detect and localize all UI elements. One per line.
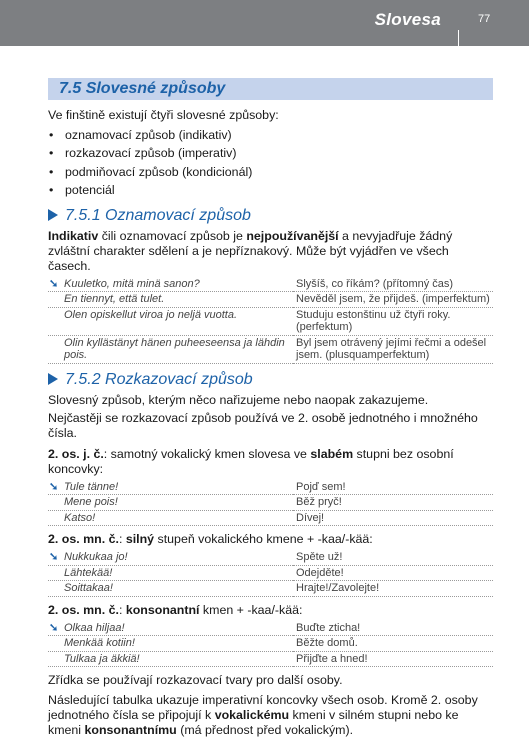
imperative-paragraph-1: Slovesný způsob, kterým něco nařizujeme nebo naopak zakazujeme. — [48, 392, 429, 407]
table-row — [48, 495, 493, 511]
chapter-title: Slovesa — [374, 10, 441, 29]
indicative-examples-table — [48, 277, 493, 364]
indicative-paragraph: Indikativ čili oznamovací způsob je nejpoužívanější a nevyjadřuje žádný zvláštní charakter sdělení a je nepříznakový. Může být vyjádřen ve všech časech. — [48, 228, 453, 273]
table-row — [48, 480, 493, 495]
czech-translation: Nevěděl jsem, že přijdeš. (imperfektum) — [293, 292, 493, 308]
table-row — [48, 510, 493, 526]
page-header — [0, 0, 529, 46]
finnish-example: Menkää kotiin! — [48, 636, 293, 652]
imperative-2pl-consonantal-table — [48, 621, 493, 668]
finnish-example: Lähtekää! — [48, 565, 293, 581]
imperative-paragraph-2: Nejčastěji se rozkazovací způsob používá ve 2. osobě jednotného i množného čísla. — [48, 410, 478, 440]
czech-translation: Běž pryč! — [293, 495, 493, 511]
arrow-down-right-icon: ➘ — [49, 551, 59, 564]
finnish-example: ➘ Tule tänne! — [48, 480, 293, 495]
table-row — [48, 292, 493, 308]
finnish-example: Soittakaa! — [48, 581, 293, 597]
section-title: 7.5 Slovesné způsoby — [59, 80, 226, 97]
intro-paragraph: Ve finštině existují čtyři slovesné způsoby: — [48, 108, 279, 122]
finnish-example: ➘ Nukkukaa jo! — [48, 550, 293, 565]
page-number: 77 — [478, 13, 491, 25]
czech-translation: Hrajte!/Zavolejte! — [293, 581, 493, 597]
finnish-example: Katso! — [48, 510, 293, 526]
arrow-down-right-icon: ➘ — [49, 621, 59, 634]
rule-2pl-vocalic: 2. os. mn. č.: silný stupeň vokalického kmene + -kaa/-kää: — [48, 532, 373, 547]
czech-translation: Běžte domů. — [293, 636, 493, 652]
imperative-paragraph-4: Následující tabulka ukazuje imperativní koncovky všech osob. Kromě 2. osoby jednotného čísla se připojují k vokalickému kmeni v silném stupni nebo ke kmeni konsonantnímu (má přednost před vokalickým). — [48, 693, 478, 738]
list-item: • potenciál — [48, 181, 493, 199]
table-row — [48, 636, 493, 652]
czech-translation: Byl jsem otrávený jejími řečmi a odešel jsem. (plusquamperfektum) — [293, 335, 493, 363]
list-item: • oznamovací způsob (indikativ) — [48, 126, 493, 144]
czech-translation: Studuju estonštinu už čtyři roky. (perfektum) — [293, 307, 493, 335]
finnish-example: ➘ Olkaa hiljaa! — [48, 621, 293, 636]
finnish-example: En tiennyt, että tulet. — [48, 292, 293, 308]
subsection-heading-indicative: 7.5.1 Oznamovací způsob — [48, 206, 493, 226]
czech-translation: Slyšíš, co říkám? (přítomný čas) — [293, 277, 493, 292]
czech-translation: Odejděte! — [293, 565, 493, 581]
table-row — [48, 651, 493, 667]
triangle-right-icon — [48, 209, 58, 221]
finnish-example: Olen opiskellut viroa jo neljä vuotta. — [48, 307, 293, 335]
section-heading-bar — [48, 78, 493, 100]
triangle-right-icon — [48, 373, 58, 385]
imperative-paragraph-3: Zřídka se používají rozkazovací tvary pro další osoby. — [48, 673, 343, 688]
table-row — [48, 621, 493, 636]
table-row — [48, 550, 493, 565]
rule-2sg: 2. os. j. č.: samotný vokalický kmen slovesa ve slabém stupni bez osobní koncovky: — [48, 446, 454, 476]
table-row — [48, 277, 493, 292]
arrow-down-right-icon: ➘ — [49, 277, 59, 290]
finnish-example: Olin kyllästänyt hänen puheeseensa ja lähdin pois. — [48, 335, 293, 363]
czech-translation: Přijďte a hned! — [293, 651, 493, 667]
list-item: • rozkazovací způsob (imperativ) — [48, 144, 493, 162]
rule-2pl-consonantal: 2. os. mn. č.: konsonantní kmen + -kaa/-kää: — [48, 602, 303, 617]
moods-list — [48, 126, 493, 200]
table-row — [48, 307, 493, 335]
bullet-icon: • — [49, 146, 54, 161]
czech-translation: Pojď sem! — [293, 480, 493, 495]
imperative-2pl-vocalic-table — [48, 550, 493, 597]
finnish-example: ➘ Kuuletko, mitä minä sanon? — [48, 277, 293, 292]
header-separator — [458, 30, 459, 46]
table-row — [48, 335, 493, 363]
imperative-2sg-table — [48, 480, 493, 527]
subsection-heading-imperative: 7.5.2 Rozkazovací způsob — [48, 370, 493, 390]
bullet-icon: • — [49, 183, 54, 198]
bullet-icon: • — [49, 164, 54, 179]
page-content — [48, 78, 493, 741]
table-row — [48, 565, 493, 581]
arrow-down-right-icon: ➘ — [49, 480, 59, 493]
czech-translation: Spěte už! — [293, 550, 493, 565]
list-item: • podmiňovací způsob (kondicionál) — [48, 163, 493, 181]
bullet-icon: • — [49, 128, 54, 142]
czech-translation: Buďte zticha! — [293, 621, 493, 636]
table-row — [48, 581, 493, 597]
finnish-example: Mene pois! — [48, 495, 293, 511]
czech-translation: Dívej! — [293, 510, 493, 526]
finnish-example: Tulkaa ja äkkiä! — [48, 651, 293, 667]
